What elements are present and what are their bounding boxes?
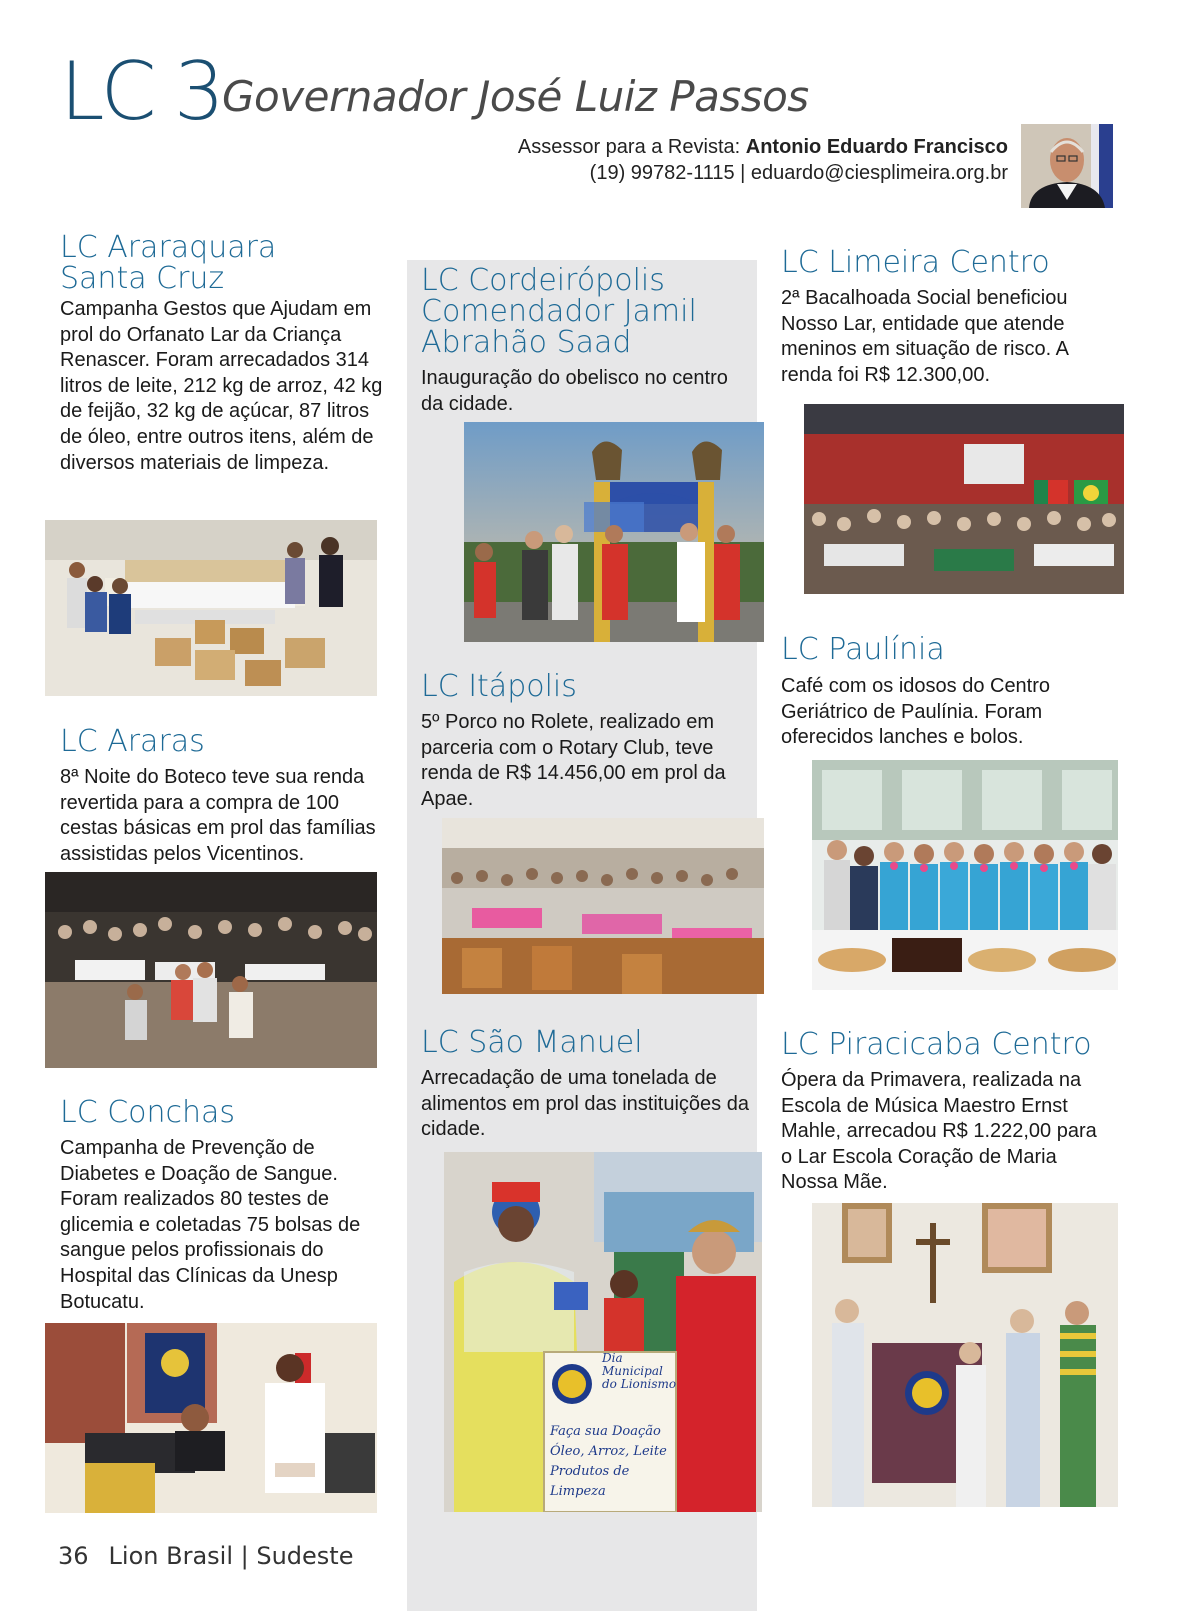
governor-name: Governador José Luiz Passos: [222, 72, 809, 121]
assessor-name: Antonio Eduardo Francisco: [745, 136, 1008, 158]
club-text-cordeiropolis: Inauguração do obelisco no centro da cidade.: [421, 367, 728, 415]
club-text-araras: 8ª Noite do Boteco teve sua renda revertida para a compra de 100 cestas básicas em prol das famílias assistidas pelos Vicentinos.: [60, 766, 376, 865]
page-number: 36: [58, 1542, 89, 1570]
club-title-piracicaba: LC Piracicaba Centro: [781, 1027, 1092, 1062]
assessor-info: [518, 134, 1008, 186]
sign-line: do Lionismo: [602, 1377, 677, 1391]
club-text-piracicaba: Ópera da Primavera, realizada na Escola de Música Maestro Ernst Mahle, arrecadou R$ 1.222,00 para o Lar Escola Coração de Maria Nossa Mãe.: [781, 1069, 1097, 1194]
club-text-conchas: Campanha de Prevenção de Diabetes e Doação de Sangue. Foram realizados 80 testes de glicemia e coletadas 75 bolsas de sangue pelos profissionais do Hospital das Clínicas da Unesp Botucatu.: [60, 1137, 361, 1313]
club-title-line: Santa Cruz: [60, 261, 225, 296]
club-title-conchas: LC Conchas: [60, 1095, 236, 1130]
assessor-label: Assessor para a Revista:: [517, 136, 741, 158]
photo-araras-boteco-night: [45, 872, 377, 1068]
photo-sao-manuel-donation: [444, 1152, 762, 1512]
club-title-line: LC Araraquara: [60, 230, 277, 265]
donation-sign: [602, 1352, 682, 1391]
photo-paulinia-cafe: [812, 760, 1118, 990]
photo-piracicaba-opera: [812, 1203, 1118, 1507]
club-title-line: Abrahão Saad: [421, 325, 632, 360]
club-text-itapolis: 5º Porco no Rolete, realizado em parceria com o Rotary Club, teve renda de R$ 14.456,00 em prol da Apae.: [421, 711, 726, 810]
lc-code-title: LC 3: [60, 45, 221, 138]
club-title-limeira: LC Limeira Centro: [781, 245, 1050, 280]
sign-line: Faça sua Doação: [550, 1424, 661, 1439]
photo-araraquara-donations: [45, 520, 377, 696]
club-title-araraquara: [60, 232, 276, 294]
club-title-sao-manuel: LC São Manuel: [421, 1025, 643, 1060]
photo-itapolis-event: [442, 818, 764, 994]
club-title-araras: LC Araras: [60, 724, 205, 759]
sign-line: Municipal: [602, 1364, 663, 1378]
photo-cordeiropolis-obelisk: [464, 422, 764, 642]
page-footer: [58, 1542, 353, 1570]
club-title-paulinia: LC Paulínia: [781, 632, 945, 667]
magazine-name: Lion Brasil | Sudeste: [108, 1542, 354, 1570]
photo-conchas-blood-donation: [45, 1323, 377, 1513]
donation-sign-lower: [550, 1422, 672, 1502]
sign-line: Produtos de Limpeza: [550, 1464, 630, 1499]
club-text-paulinia: Café com os idosos do Centro Geriátrico de Paulínia. Foram oferecidos lanches e bolos.: [781, 675, 1051, 749]
club-text-limeira: 2ª Bacalhoada Social beneficiou Nosso Lar, entidade que atende meninos em situação de risco. A renda foi R$ 12.300,00.: [781, 287, 1068, 386]
assessor-contact: (19) 99782-1115 | eduardo@ciesplimeira.org.br: [589, 162, 1008, 184]
club-title-line: Comendador Jamil: [421, 294, 697, 329]
club-title-cordeiropolis: [421, 265, 697, 358]
club-text-araraquara: Campanha Gestos que Ajudam em prol do Orfanato Lar da Criança Renascer. Foram arrecadados 314 litros de leite, 212 kg de arroz, 42 kg de feijão, 32 kg de açúcar, 87 litros de óleo, entre outros itens, além de diversos materiais de limpeza.: [60, 298, 383, 474]
club-text-sao-manuel: Arrecadação de uma tonelada de alimentos em prol das instituições da cidade.: [421, 1067, 749, 1141]
assessor-portrait: [1021, 124, 1113, 208]
club-title-itapolis: LC Itápolis: [421, 669, 577, 704]
photo-limeira-bacalhoada: [804, 404, 1124, 594]
sign-line: Óleo, Arroz, Leite: [550, 1444, 667, 1459]
sign-line: Dia: [602, 1351, 623, 1365]
club-title-line: LC Cordeirópolis: [421, 263, 665, 298]
